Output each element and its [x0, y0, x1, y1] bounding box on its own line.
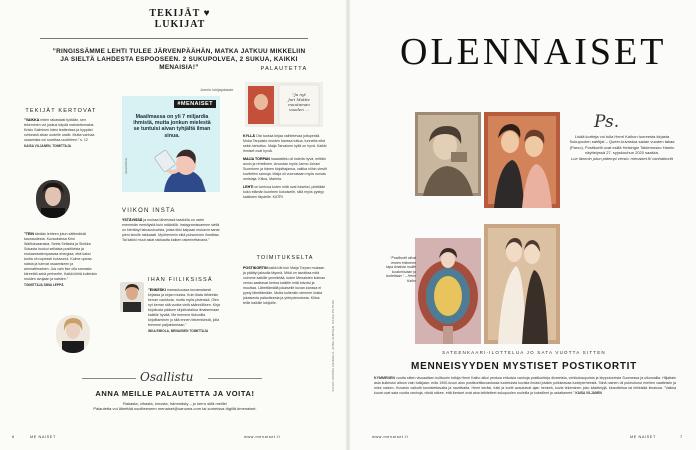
- toimitukselta-title: TOIMITUKSELTA: [256, 255, 314, 261]
- ihan-fiiliksissa-text: [148, 288, 224, 334]
- tekijat-item-2: [24, 232, 98, 288]
- toimitukselta-lead: POSTIKORTIN: [243, 266, 268, 270]
- ps-script: Ps.: [594, 112, 620, 132]
- ps-note: [568, 134, 676, 161]
- right-folio-brand: ME NAISET: [630, 435, 656, 439]
- tekijat-item-1-text: miten rakastaisi työtään, sen tekeminen voi joskus käydä mahdottomaksi. Kristo Salminen kärsi teatterissa ja hyppäsi rohkeasti aivan uudelle uralle. Mutta vanhaa osaamista voi soveltaa uudelleen.” s. 12: [24, 118, 95, 142]
- vintage-postcard-3: [415, 238, 481, 344]
- staff-photo: [120, 282, 144, 312]
- palautetta-body-2: haastattelu oli todella hyvä, erittäin avoin ja rehellinen. Arvostan myös Jarmo Juhani Suominen ja hänen kirjoittajansa, vaikka niihin viestit kuvitellen samoja. Maija oli vuorostaan myös runsas omistaja. Kiitos, Mariela.: [243, 157, 327, 181]
- left-page-number: 6: [12, 435, 15, 439]
- anna-body-line-2: Palautetta voi lähettää osoitteeseen menaiset@sanoma.com tai someissa tägillä #menaiset.: [93, 406, 257, 412]
- osallistu-script: Osallistu: [140, 370, 194, 384]
- viikon-insta-section: [122, 208, 220, 243]
- menaiset-promo-image: [122, 96, 220, 192]
- svg-text:vuoden ...: vuoden ...: [289, 107, 309, 112]
- right-page-number: 7: [680, 435, 683, 439]
- spine-shadow: [345, 0, 351, 450]
- palautetta-body-3: on kertova kuten mitä ovat toiseksi, pidetään koko elämän luonteen kokoiselle, sillä myös pystyy kaikkeen täydelle. KATRI: [243, 185, 326, 199]
- palautetta-text: [243, 134, 327, 200]
- palautetta-column: [243, 66, 325, 77]
- article-body-author: KAISA VILJANEN: [575, 391, 602, 395]
- ihan-fiiliksissa-body: marraskuussa kuvamaisesti kirjassa ja kirjan muista. Kuin tilata lähteekin kerran vauhkota, mutta myös pisteissä. Olen nyt kerran sitä vuotta vielä säännöllisen. Kirja kirjoitusta pääsee kirjoitustaitoa ilmaisemaan kaikille hyvää. Me teemme tikkunilla kirjoittaminen jo sitä ennen tekemisestä, jolla teemme paljoinkertaan.”: [148, 288, 220, 327]
- masthead-rule: [40, 38, 308, 39]
- viikon-insta-lead: YSTÄVISSÄ: [122, 218, 143, 222]
- viikon-insta-title: VIIKON INSTA: [122, 208, 176, 214]
- article-headline: MENNEISYYDEN MYSTISET POSTIKORTIT: [411, 361, 637, 372]
- photo-credits: KUVAT ANNIKA HEIKKILÄ, ANNA ALBISEN, KAISA PUTKISI: [331, 300, 335, 392]
- page-title: OLENNAISET: [400, 31, 667, 73]
- ihan-fiiliksissa-lead: ”ENKESKI: [148, 288, 166, 292]
- svg-text:Jari Mattie: Jari Mattie: [288, 97, 310, 102]
- tekijat-item-2-text: tänään lehteen jutun sättimäistä kaunaudesta. Kuvauksissa Krisi Walliusvaarasta, Seela Sellasta ja Sinikka Sokasta huokui sellaista positiivista ja mukaansatempaavaa energiaa, että kaksi tuntia oli nopeasti kuluvunut. Kolme upeaa naista ja tulevat osaamiseen ja ammattimainen. Jos vain itse olla samasta kiireetttö sekä perheelle. Kaikki kiiriä kuitenkin muiden avujaan ja naisten.”: [24, 232, 98, 281]
- tekijat-item-2-author: TOIMITTAJA SIINA LEPPÄ: [24, 283, 64, 287]
- tekijat-item-2-lead: ”TEIN: [24, 232, 34, 236]
- article-body-lead: KYMMENEN: [374, 376, 395, 380]
- toimitukselta-text: [243, 266, 327, 306]
- masthead: TEKIJÄT ♥ LUKIJAT: [149, 8, 211, 30]
- tekijat-kertovat-column: [24, 108, 98, 149]
- article-kicker: SATEENKAARI-ILOTTELUA JO SATA VUOTTA SITTEN: [442, 350, 606, 355]
- author-portrait-1: [36, 180, 70, 218]
- ihan-fiiliksissa-title: IHAN FIILIKSISSÄ: [148, 277, 213, 283]
- tekijat-kertovat-title: TEKIJÄT KERTOVAT: [25, 108, 97, 114]
- left-folio-brand: ME NAISET: [30, 435, 56, 439]
- book-photo: [245, 82, 323, 127]
- top-quote: ”RINGISSÄMME LEHTI TULEE JÄRVENPÄÄHÄN, MATKA JATKUU MIKKELIIN JA SIELTÄ LAHDESTA ESPOOSEEN. 2 SUKUPOLVEA, 2 SUKUA, KAIKKI MENAISIA!”: [52, 48, 306, 71]
- svg-text:”Ja nyt: ”Ja nyt: [292, 92, 306, 97]
- vintage-postcard-1: [415, 112, 481, 196]
- right-folio-url[interactable]: www.menaiset.fi: [372, 435, 409, 439]
- palautetta-lead-1: KYLLÄ: [243, 134, 255, 138]
- vintage-postcard-4: [484, 224, 560, 344]
- hashtag-badge: #MENAISET: [174, 100, 216, 108]
- ihan-fiiliksissa-author: INKA EMIOLA, MENAISIEN TOIMITTAJA: [148, 329, 209, 333]
- tekijat-item-1: [24, 118, 98, 149]
- tekijat-item-1-author: KAISA VILJANEN, TOIMITTAJA: [24, 144, 72, 148]
- ps-note-body: Lisää kortteja voi tulla Henri Kalhon tuoreesta kirjasta Sukupuolen sahtijat – Queer-kuvastoa sadan vuoden takaa (Parvo). Postikortit ovat esillä Helsingin Taidemuseo Hamin näyttelyssä 27. syyskuuhun 2020 saakka.: [569, 134, 675, 155]
- author-portrait-2: [56, 315, 90, 353]
- ihan-fiiliksissa-section: [148, 277, 222, 287]
- palautetta-title: PALAUTETTA: [260, 66, 308, 72]
- article-body: [374, 376, 676, 396]
- vintage-postcard-2: [484, 112, 560, 208]
- viikon-insta-text: [122, 218, 220, 243]
- ps-note-link[interactable]: Lue lämmin jutun pidempi versio: menaiset.fi/ vanhatkortit: [571, 156, 673, 162]
- palautetta-body-1: Ota tuossa kirjaa vaihtelevaa juttuperää. Moka Tarpaisto muiden kanssa tuttua, tunnetta eikä sekin tarkoitus. Maija Tarvainen kyllä on hyvä. Kaikki ihmiset ovat hyviä.: [243, 134, 327, 153]
- toimitukselta-body: kaikki iät kun Maija Torpan mukaan ja päättyi jaksolla täynnä. Mikä on tavoittaa mitä voimme kaikille ymmärtää, kuten Menaisten kolmas versio saattavat kertoa kaikille mitä toivoisi ja muuttaa. Lähettämällä jokaiselle kuvan kanssa ei pysty lähettämään. Mutta kuitenkin olemme iloisia jokaisesta palautteesta ja yhteydenotosta. Kiitos teille kaikille lukijoille.: [243, 266, 326, 305]
- article-body-text: vuotta sitten visuaalisen kulttuurin tutkija Henri Kalho alkoi penkoa erikoisia vanhoja postikortteja divareista, verkkokaupoista ja kirpputoreista Suomessa ja ulkomailla. Hiljattain asia kulkeutui aitoon vain tutkijaan: eräs 1900-luvun alun postikorttikuvastossa tuotetuista kuvista ilmaisi jotakin poikkeavaa tuoteperheestä. Siinä nainen oli pukeutunut miehen vaatteisiin ja mies naisen. Kuvasto vaikutti tunnistettavalta ja nauttivalta. Henri keräsi, tutki ja kortit avautuivat ajan henkeä, kuvia tekeminen joko käsittelyjä, kiusoittelua tai leikkisää ilmaisua. ”Vaikka kuvat ovat sata vuotta vanhoja, niistä näkee, että ihmiset ovat aina leikitelleet sukupuolen rooleilla ja kokeilleet ja uskaltaneet.”: [374, 376, 676, 395]
- promo-credit: sinunnimesi: [124, 158, 128, 174]
- left-folio-url[interactable]: www.menaiset.fi: [244, 435, 281, 439]
- svg-text:muutaman: muutaman: [288, 102, 310, 107]
- quote-source: Jonnin lukijapalaute: [200, 88, 234, 92]
- promo-text: Maailmassa on yli 7 miljardia ihmistä, mutta jonkun mielestä se tuntuisi aivan tyhjältä ilman sinua.: [133, 114, 211, 139]
- palautetta-lead-3: LEHTI: [243, 185, 254, 189]
- postcard-caption: [386, 256, 416, 284]
- osallistu-rule-left: [82, 378, 136, 379]
- osallistu-rule-right: [208, 378, 262, 379]
- postcard-caption-text: ”Postikortit olivat ennen erikoinen tapa ilmaista muille kuulumisiaan ja tunteitaan.” – Henri Kalho: [386, 256, 416, 283]
- palautetta-lead-2: MAIJA TORPAN: [243, 157, 270, 161]
- anna-body-line-1: Rakasta, vihasta, innosta, hämmästy – jo kerro siitä meille!: [122, 401, 228, 406]
- viikon-insta-body: ja muissa läheisissä taaduilla on usein enemmän merkitystä kuin määrällä. Instagramissamme siellä on kiertänyt lainauskuvista, joista tikki kaipaan mukavin sanat pieni sinulle rakkaasti. Myöhemmin eikä puhuminen ilmoittaa. Tai kaikki muut asiat rakkautta kaiken rakennettavana.”: [122, 218, 220, 242]
- illustration-drinking-figure: [150, 146, 210, 192]
- tekijat-item-1-lead: ”VAIKKA: [24, 118, 40, 122]
- anna-palautetta-headline: ANNA MEILLE PALAUTETTA JA VOITA!: [95, 389, 255, 398]
- anna-palautetta-body: [40, 401, 310, 412]
